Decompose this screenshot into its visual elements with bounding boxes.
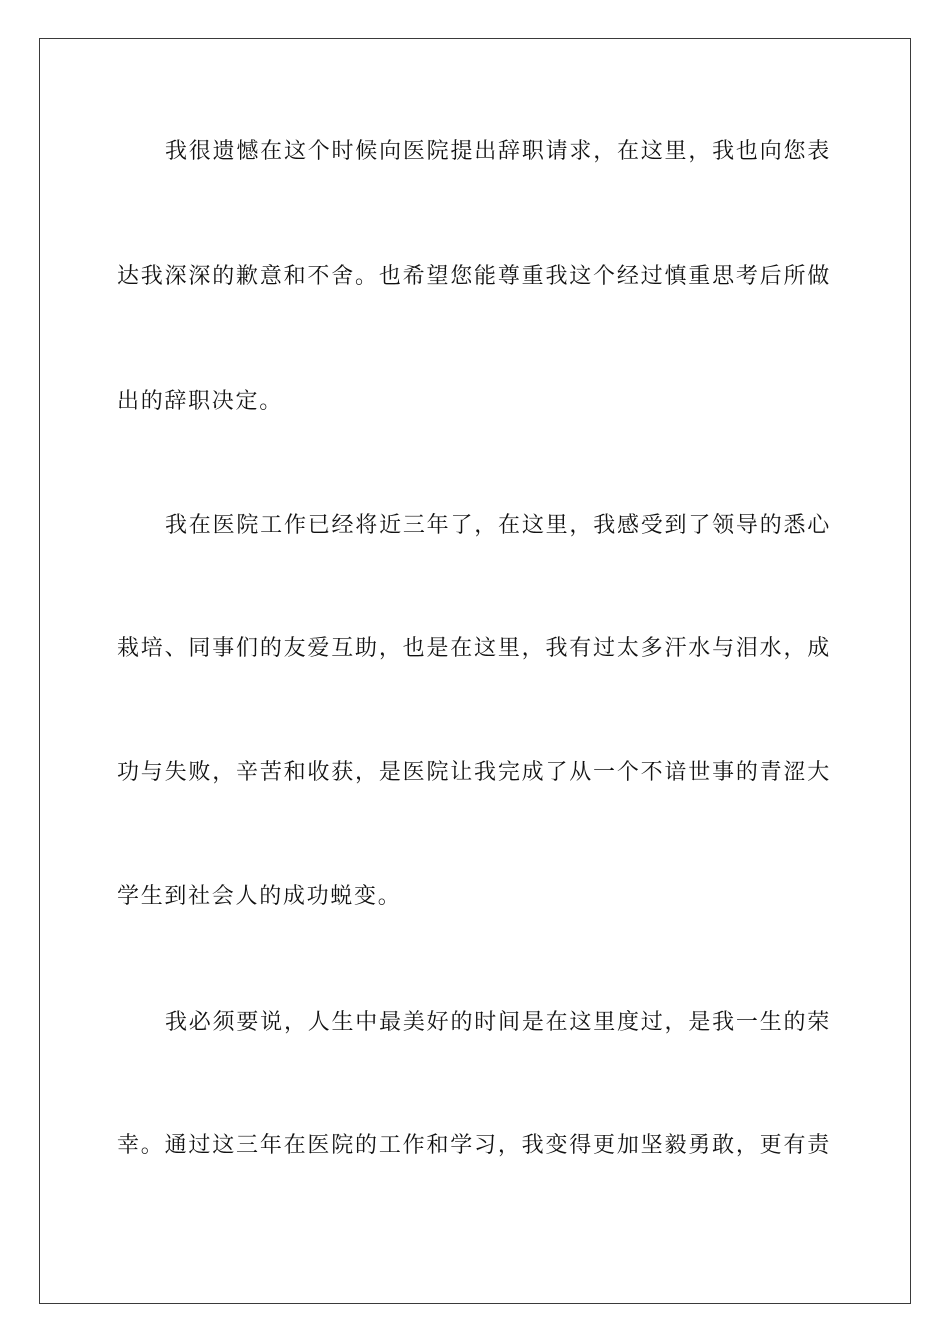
- page-border: [39, 38, 911, 1304]
- paragraph-1-line-2: 达我深深的歉意和不舍。也希望您能尊重我这个经过慎重思考后所做: [117, 264, 831, 289]
- paragraph-1-line-3: 出的辞职决定。: [117, 389, 283, 414]
- paragraph-2-line-2: 栽培、同事们的友爱互助，也是在这里，我有过太多汗水与泪水，成: [117, 636, 831, 661]
- paragraph-3-line-2: 幸。通过这三年在医院的工作和学习，我变得更加坚毅勇敢，更有责: [117, 1133, 831, 1158]
- paragraph-2-line-1: 我在医院工作已经将近三年了，在这里，我感受到了领导的悉心: [165, 513, 831, 538]
- paragraph-3-line-1: 我必须要说，人生中最美好的时间是在这里度过，是我一生的荣: [165, 1010, 831, 1035]
- paragraph-2-line-3: 功与失败，辛苦和收获，是医院让我完成了从一个不谙世事的青涩大: [117, 760, 831, 785]
- paragraph-1-line-1: 我很遗憾在这个时候向医院提出辞职请求，在这里，我也向您表: [165, 139, 831, 164]
- paragraph-2-line-4: 学生到社会人的成功蜕变。: [117, 884, 402, 909]
